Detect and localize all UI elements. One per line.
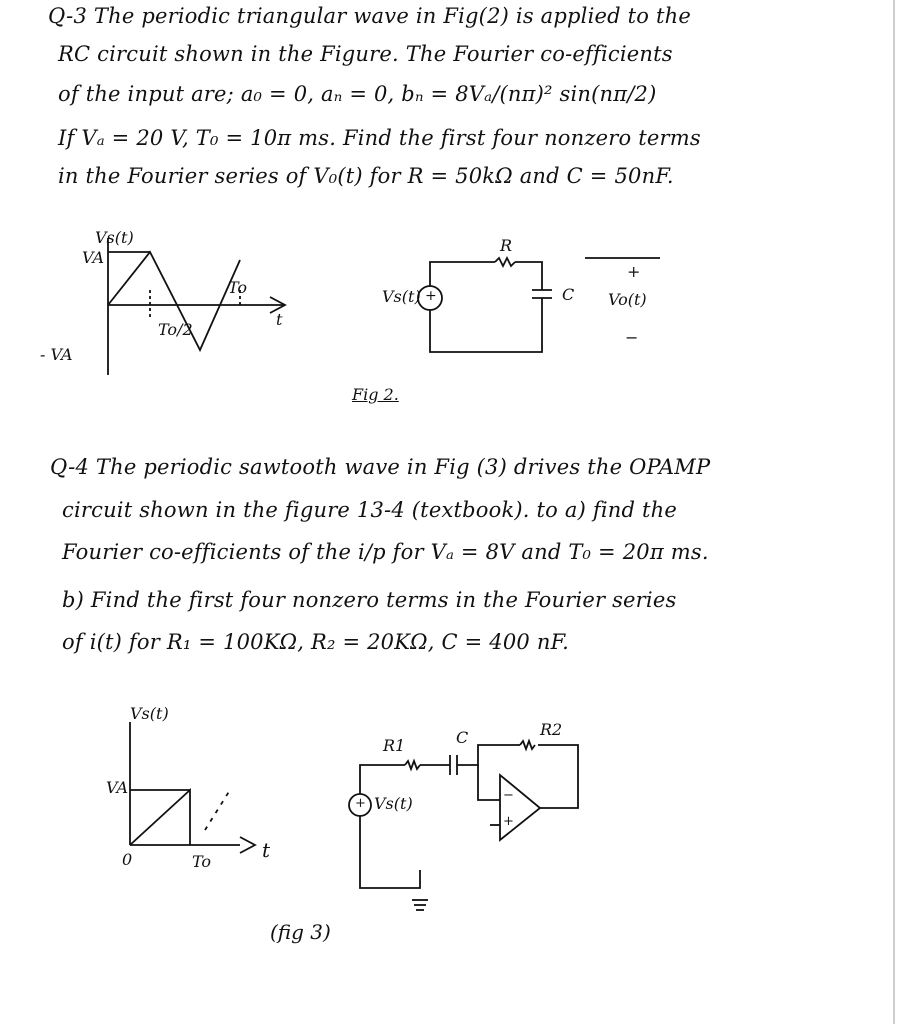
fig2-time-label: t (276, 310, 283, 329)
fig2-axis-label: Vs(t) (95, 228, 134, 247)
q4-line-3: Fourier co-efficients of the i/p for Vₐ = 8V and T₀ = 20π ms. (62, 540, 709, 564)
fig2-capacitor-label: C (562, 285, 575, 304)
fig3-axis-label: Vs(t) (130, 704, 169, 723)
fig2-source-sign: + (425, 288, 437, 304)
fig2-neg-peak-label: - VA (40, 345, 73, 364)
fig2-resistor-label: R (500, 236, 513, 255)
fig3-period-label: To (192, 852, 212, 871)
fig2-output-plus: + (627, 262, 641, 281)
q3-line-2: RC circuit shown in the Figure. The Fourier co-efficients (58, 42, 673, 66)
q4-line-2: circuit shown in the figure 13-4 (textbook). to a) find the (62, 498, 677, 522)
q3-line-5: in the Fourier series of V₀(t) for R = 50kΩ and C = 50nF. (58, 164, 674, 188)
fig3-noninverting-input: + (503, 814, 514, 829)
fig2-caption: Fig 2. (352, 385, 399, 404)
q4-line-1: Q-4 The periodic sawtooth wave in Fig (3) drives the OPAMP (50, 455, 711, 479)
q3-line-3: of the input are; a₀ = 0, aₙ = 0, bₙ = 8Vₐ/(nπ)² sin(nπ/2) (58, 82, 657, 106)
fig3-opamp-circuit (349, 741, 578, 910)
fig2-peak-label: VA (82, 248, 105, 267)
fig3-origin-label: 0 (122, 850, 133, 869)
fig2-source-label: Vs(t) (382, 287, 421, 306)
fig3-r1-label: R1 (383, 736, 406, 755)
fig2-triangular-wave (108, 238, 285, 375)
fig3-r2-label: R2 (540, 720, 563, 739)
fig3-caption: (fig 3) (270, 920, 331, 944)
fig3-c-label: C (456, 728, 469, 747)
q4-line-5: of i(t) for R₁ = 100KΩ, R₂ = 20KΩ, C = 400 nF. (62, 630, 569, 654)
fig3-time-label: t (262, 838, 271, 862)
fig3-source-label: Vs(t) (374, 794, 413, 813)
q3-line-4: If Vₐ = 20 V, T₀ = 10π ms. Find the first four nonzero terms (58, 126, 701, 150)
q3-line-1: Q-3 The periodic triangular wave in Fig(2) is applied to the (48, 4, 692, 28)
fig3-peak-label: VA (106, 778, 129, 797)
q4-line-4: b) Find the first four nonzero terms in the Fourier series (62, 588, 677, 612)
fig3-inverting-input: − (503, 788, 514, 803)
fig3-source-sign: + (355, 796, 366, 811)
fig2-period-label: To (228, 278, 248, 297)
fig2-half-period-label: To/2 (158, 320, 193, 339)
fig2-output-minus: − (625, 328, 639, 347)
fig3-sawtooth-wave (130, 722, 255, 853)
fig2-output-label: Vo(t) (608, 290, 647, 309)
